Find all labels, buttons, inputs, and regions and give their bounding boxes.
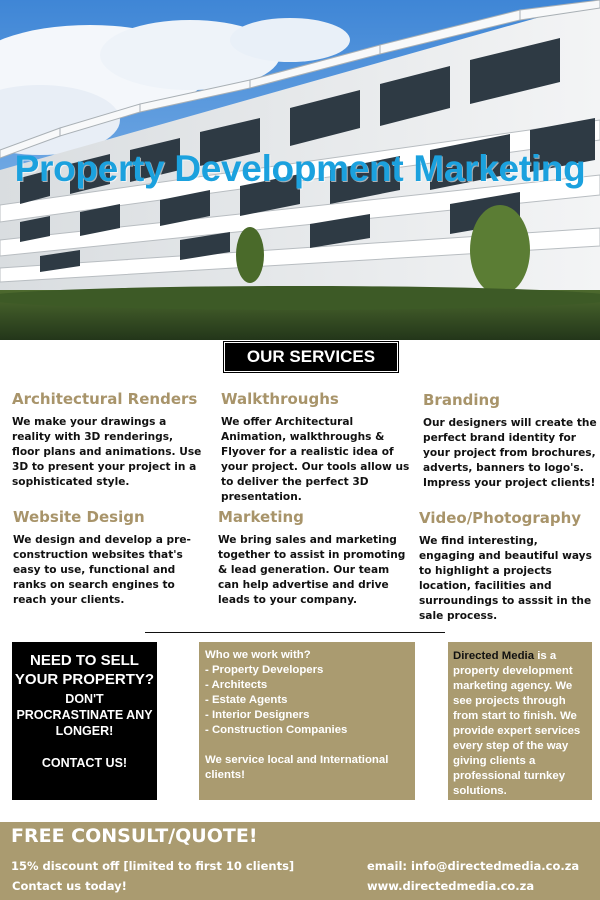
service-title: Architectural Renders bbox=[12, 390, 198, 408]
list-item: - Property Developers bbox=[205, 664, 324, 676]
services-heading: OUR SERVICES bbox=[225, 343, 397, 371]
contact-us-link[interactable]: CONTACT US! bbox=[41, 756, 128, 770]
service-marketing bbox=[218, 508, 408, 608]
contact-cta: Contact us today! bbox=[12, 879, 127, 893]
service-description: We offer Architectural Animation, walkthroughs & Flyover for a realistic idea of your project. Our tools allow us to deliver the perfect 3D presentation. bbox=[221, 416, 410, 503]
footer-heading: FREE CONSULT/QUOTE! bbox=[11, 825, 258, 847]
service-website-design bbox=[13, 508, 193, 608]
email-link[interactable]: email: info@directedmedia.co.za bbox=[367, 859, 580, 873]
list-item: - Estate Agents bbox=[205, 694, 288, 706]
service-title: Video/Photography bbox=[419, 509, 582, 527]
service-description: We make your drawings a reality with 3D renderings, floor plans and animations. Use 3D to present your project in a sophisticated style. bbox=[12, 416, 202, 488]
service-description: We design and develop a pre-construction websites that's easy to use, functional and ranks on search engines to reach your clients. bbox=[13, 534, 191, 606]
page-title: Property Development Marketing bbox=[14, 148, 586, 189]
brand-name: Directed Media bbox=[453, 650, 535, 662]
service-title: Marketing bbox=[218, 508, 304, 526]
hero-banner bbox=[0, 0, 600, 340]
sell-subheading: DON'T PROCRASTINATE ANY LONGER! bbox=[16, 692, 153, 738]
service-title: Branding bbox=[423, 391, 500, 409]
about-text: is a property development marketing agency. We see projects through from start to finish. We provide expert services every step of the way giving clients a professional turnkey solutions. bbox=[453, 650, 581, 797]
list-item: - Interior Designers bbox=[205, 709, 310, 721]
service-title: Walkthroughs bbox=[221, 390, 339, 408]
service-architectural-renders bbox=[12, 390, 202, 490]
list-item: - Construction Companies bbox=[205, 724, 348, 736]
website-link[interactable]: www.directedmedia.co.za bbox=[367, 879, 535, 893]
sell-heading: NEED TO SELL YOUR PROPERTY? bbox=[14, 652, 155, 688]
sell-property-box[interactable] bbox=[12, 642, 157, 800]
who-we-work-with-box bbox=[199, 642, 415, 800]
service-description: We find interesting, engaging and beautiful ways to highlight a projects location, facilities and surroundings to asssit in the sale process. bbox=[419, 535, 592, 622]
discount-offer: 15% discount off [limited to first 10 clients] bbox=[11, 859, 295, 873]
service-description: We bring sales and marketing together to assist in promoting & lead generation. Our team can help advertise and drive leads to your company. bbox=[218, 534, 406, 606]
service-branding bbox=[423, 391, 597, 491]
list-item: - Architects bbox=[205, 679, 268, 691]
service-description: Our designers will create the perfect brand identity for your project from brochures, adverts, banners to logo's. Impress your project clients! bbox=[423, 417, 597, 489]
client-type-list bbox=[205, 663, 409, 738]
service-video-photography bbox=[419, 509, 597, 624]
about-directed-media-box bbox=[448, 642, 592, 800]
service-title: Website Design bbox=[13, 508, 145, 526]
who-heading: Who we work with? bbox=[205, 649, 311, 661]
section-divider bbox=[145, 632, 445, 633]
service-walkthroughs bbox=[221, 390, 415, 505]
who-footer-text: We service local and International clients! bbox=[205, 754, 389, 781]
footer-banner bbox=[0, 822, 600, 900]
